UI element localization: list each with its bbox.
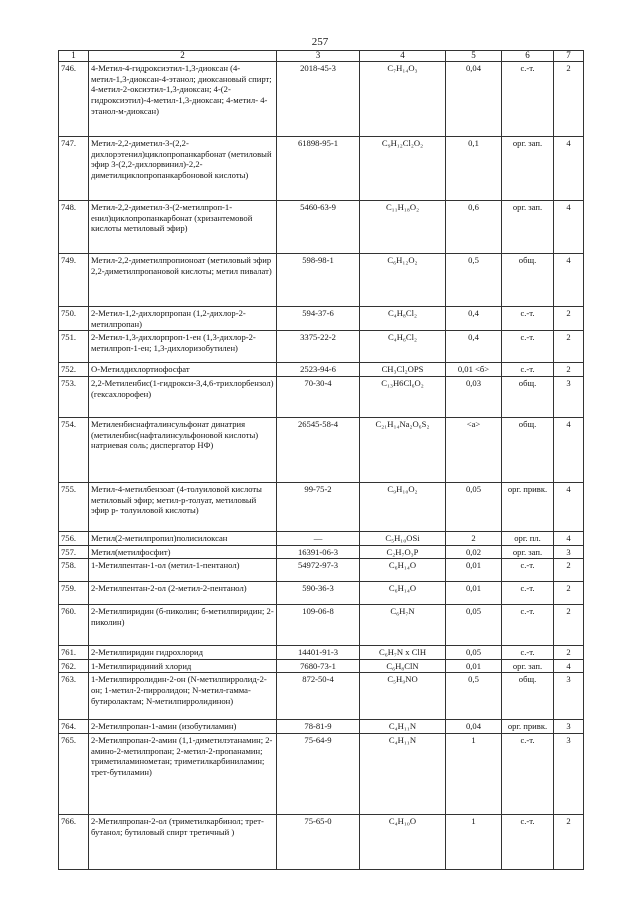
row-number: 746. [59,61,89,136]
row-number: 758. [59,559,89,582]
concentration-value: 0,04 [446,61,502,136]
substance-name: Метил-4-метилбензоат (4-толуиловой кислоты метиловый эфир; метил-р-толуат, метиловый эфир р- толуиловой кислоты) [89,482,277,531]
chemical-formula: C₄H₁₁N [360,734,446,815]
harmfulness-indicator: общ. [502,376,554,417]
table-row [59,815,584,870]
concentration-value: 0,01 <б> [446,363,502,377]
concentration-value: 0,4 [446,306,502,330]
chemical-formula: C₅H₉NO [360,673,446,720]
chemical-formula: C₁₁H₁₈O₂ [360,200,446,253]
substance-name: Метил-2,2-диметилпропионоат (метиловый эфир 2,2-диметилпропановой кислоты; метил пивалат) [89,253,277,306]
table-row [59,720,584,734]
row-number: 755. [59,482,89,531]
header-row [59,51,584,62]
substance-name: 2-Метилпропан-1-амин (изобутиламин) [89,720,277,734]
cas-number: 61898-95-1 [277,136,360,200]
table-row [59,417,584,482]
table-row [59,363,584,377]
substance-name: 2-Метил-1,2-дихлорпропан (1,2-дихлор-2-метилпропан) [89,306,277,330]
cas-number: 2523-94-6 [277,363,360,377]
row-number: 760. [59,605,89,646]
row-number: 761. [59,646,89,660]
cas-number: 75-65-0 [277,815,360,870]
substance-name: 2-Метилпропан-2-амин (1,1-диметилэтанамин; 2-амино-2-метилпропан; 2-метил-2-пропанамин; триметиламинометан; триметилкарбиниламин; трет-бутиламин) [89,734,277,815]
substance-name: Метил(метилфосфит) [89,545,277,559]
substance-name: О-Метилдихлортиофосфат [89,363,277,377]
header-cell-7: 7 [554,51,584,62]
harmfulness-indicator: орг. зап. [502,200,554,253]
chemical-formula: C₆H₁₄O [360,559,446,582]
concentration-value: 0,03 [446,376,502,417]
substance-name: 2-Метилпропан-2-ол (триметилкарбинол; трет-бутанол; бутиловый спирт третичный ) [89,815,277,870]
harmfulness-indicator: с.-т. [502,331,554,363]
concentration-value: 0,01 [446,582,502,605]
hazard-class: 2 [554,559,584,582]
row-number: 756. [59,531,89,545]
harmfulness-indicator: орг. зап. [502,136,554,200]
concentration-value: 1 [446,734,502,815]
chemical-formula: C₁₃H6Cl₆O₂ [360,376,446,417]
row-number: 747. [59,136,89,200]
concentration-value: 0,01 [446,659,502,673]
hazard-class: 2 [554,331,584,363]
table-row [59,673,584,720]
header-cell-1: 1 [59,51,89,62]
cas-number: 5460-63-9 [277,200,360,253]
harmfulness-indicator: общ. [502,673,554,720]
harmfulness-indicator: орг. привк. [502,720,554,734]
chemical-formula: C₆H₈ClN [360,659,446,673]
harmfulness-indicator: с.-т. [502,734,554,815]
row-number: 757. [59,545,89,559]
header-cell-6: 6 [502,51,554,62]
chemical-formula: C₄H₁₀O [360,815,446,870]
cas-number: 872-50-4 [277,673,360,720]
concentration-value: 0,4 [446,331,502,363]
hazard-class: 2 [554,363,584,377]
harmfulness-indicator: орг. привк. [502,482,554,531]
hazard-class: 2 [554,61,584,136]
hazard-class: 2 [554,646,584,660]
substance-name: Метил-2,2-диметил-3-(2,2-дихлорэтенил)циклопропанкарбонат (метиловый эфир 3-(2,2-дихлорвинил)-2,2- диметилциклопропанкарбоновой кислоты) [89,136,277,200]
substance-name: 2-Метилпиридин (б-пиколин; б-метилпиридин; 2-пиколин) [89,605,277,646]
cas-number: 598-98-1 [277,253,360,306]
table-row [59,559,584,582]
table-row [59,646,584,660]
cas-number: — [277,531,360,545]
table-row [59,605,584,646]
harmfulness-indicator: с.-т. [502,306,554,330]
concentration-value: 0,5 [446,673,502,720]
chemical-formula: C₆H₁₂O₂ [360,253,446,306]
substance-table [58,50,584,870]
chemical-formula: C₂H₇O₃P [360,545,446,559]
concentration-value: 0,5 [446,253,502,306]
header-cell-3: 3 [277,51,360,62]
substance-name: 2-Метилпентан-2-ол (2-метил-2-пентанол) [89,582,277,605]
substance-name: 1-Метилпентан-1-ол (метил-1-пентанол) [89,559,277,582]
cas-number: 99-75-2 [277,482,360,531]
hazard-class: 3 [554,673,584,720]
row-number: 748. [59,200,89,253]
cas-number: 54972-97-3 [277,559,360,582]
table-row [59,734,584,815]
cas-number: 26545-58-4 [277,417,360,482]
harmfulness-indicator: орг. зап. [502,545,554,559]
harmfulness-indicator: с.-т. [502,815,554,870]
substance-name: Метил(2-метилпропил)полисилоксан [89,531,277,545]
cas-number: 16391-06-3 [277,545,360,559]
row-number: 749. [59,253,89,306]
table-row [59,482,584,531]
substance-name: 2-Метил-1,3-дихлорпроп-1-ен (1,3-дихлор-2-метилпроп-1-ен; 1,3-дихлоризобутилен) [89,331,277,363]
harmfulness-indicator: с.-т. [502,559,554,582]
hazard-class: 2 [554,306,584,330]
cas-number: 7680-73-1 [277,659,360,673]
table-row [59,531,584,545]
concentration-value: 0,05 [446,646,502,660]
chemical-formula: C₅H₁₀OSi [360,531,446,545]
hazard-class: 4 [554,253,584,306]
chemical-formula: C₄H₈Cl₂ [360,306,446,330]
row-number: 763. [59,673,89,720]
table-row [59,545,584,559]
cas-number: 109-06-8 [277,605,360,646]
row-number: 750. [59,306,89,330]
cas-number: 70-30-4 [277,376,360,417]
substance-name: Метил-2,2-диметил-3-(2-метилпроп-1-енил)циклопропанкарбонат (хризантемовой кислоты метиловый эфир) [89,200,277,253]
harmfulness-indicator: с.-т. [502,61,554,136]
cas-number: 594-37-6 [277,306,360,330]
chemical-formula: C₇H₁₄O₃ [360,61,446,136]
table-row [59,331,584,363]
harmfulness-indicator: с.-т. [502,605,554,646]
concentration-value: 0,04 [446,720,502,734]
substance-name: 2,2-Метиленбис(1-гидрокси-3,4,6-трихлорбензол) (гексахлорофен) [89,376,277,417]
concentration-value: 2 [446,531,502,545]
chemical-formula: C₄H₁₁N [360,720,446,734]
row-number: 765. [59,734,89,815]
table-row [59,253,584,306]
row-number: 759. [59,582,89,605]
harmfulness-indicator: с.-т. [502,646,554,660]
harmfulness-indicator: общ. [502,253,554,306]
harmfulness-indicator: с.-т. [502,582,554,605]
hazard-class: 4 [554,417,584,482]
cas-number: 2018-45-3 [277,61,360,136]
hazard-class: 4 [554,659,584,673]
cas-number: 590-36-3 [277,582,360,605]
chemical-formula: CH₃Cl₂OPS [360,363,446,377]
concentration-value: <а> [446,417,502,482]
hazard-class: 2 [554,605,584,646]
chemical-formula: C₉H₁₀O₂ [360,482,446,531]
harmfulness-indicator: с.-т. [502,363,554,377]
hazard-class: 3 [554,545,584,559]
concentration-value: 0,02 [446,545,502,559]
chemical-formula: C₆H₁₄O [360,582,446,605]
cas-number: 3375-22-2 [277,331,360,363]
concentration-value: 0,6 [446,200,502,253]
header-cell-5: 5 [446,51,502,62]
chemical-formula: C₂₁H₁₄Na₂O₆S₂ [360,417,446,482]
table-row [59,200,584,253]
table-row [59,136,584,200]
hazard-class: 3 [554,734,584,815]
cas-number: 14401-91-3 [277,646,360,660]
page-number: 257 [311,36,329,48]
substance-name: Метиленбиснафталинсульфонат динатрия (метиленбис(нафталинсульфоновой кислоты) натриевая соль; диспергатор НФ) [89,417,277,482]
row-number: 753. [59,376,89,417]
substance-name: 4-Метил-4-гидроксиэтил-1,3-диоксан (4-метил-1,3-диоксан-4-этанол; диоксановый спирт; 4-метил-2-оксиэтил-1,3-диоксан; 4-(2-гидроксиэтил)-4-метил-1,3-диоксан; 4-метил- 4-этанол-м-диоксан) [89,61,277,136]
header-cell-4: 4 [360,51,446,62]
concentration-value: 0,05 [446,482,502,531]
hazard-class: 2 [554,815,584,870]
harmfulness-indicator: общ. [502,417,554,482]
row-number: 752. [59,363,89,377]
chemical-formula: C₆H₇N x ClH [360,646,446,660]
hazard-class: 4 [554,482,584,531]
hazard-class: 2 [554,582,584,605]
chemical-formula: C₉H₁₂Cl₂O₂ [360,136,446,200]
chemical-formula: C₄H₆Cl₂ [360,331,446,363]
row-number: 764. [59,720,89,734]
hazard-class: 4 [554,531,584,545]
row-number: 751. [59,331,89,363]
harmfulness-indicator: орг. пл. [502,531,554,545]
substance-name: 2-Метилпиридин гидрохлорид [89,646,277,660]
header-cell-2: 2 [89,51,277,62]
concentration-value: 0,01 [446,559,502,582]
table-row [59,306,584,330]
row-number: 766. [59,815,89,870]
harmfulness-indicator: орг. зап. [502,659,554,673]
table-row [59,659,584,673]
concentration-value: 0,1 [446,136,502,200]
table-row [59,376,584,417]
table-row [59,61,584,136]
concentration-value: 0,05 [446,605,502,646]
row-number: 762. [59,659,89,673]
concentration-value: 1 [446,815,502,870]
table-row [59,582,584,605]
hazard-class: 4 [554,200,584,253]
chemical-formula: C₆H₇N [360,605,446,646]
substance-name: 1-Метилпиридиний хлорид [89,659,277,673]
substance-name: 1-Метилпирролидин-2-он (N-метилпирролид-2-он; 1-метил-2-пирролидон; N-метил-гамма-бутиролактам; N-метилпирролидинон) [89,673,277,720]
cas-number: 78-81-9 [277,720,360,734]
cas-number: 75-64-9 [277,734,360,815]
hazard-class: 3 [554,720,584,734]
row-number: 754. [59,417,89,482]
hazard-class: 3 [554,376,584,417]
hazard-class: 4 [554,136,584,200]
